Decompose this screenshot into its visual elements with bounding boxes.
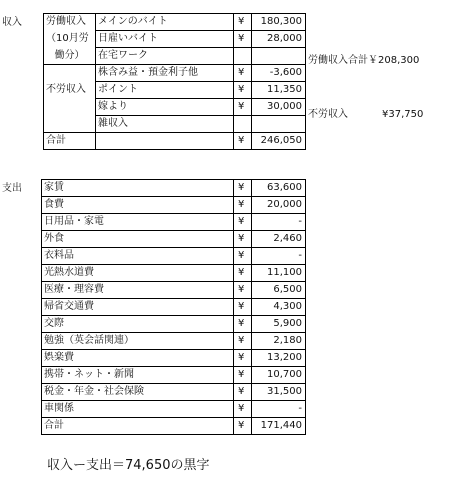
nonlabor-cell-mid	[44, 99, 96, 116]
expense-amount: 20,000	[252, 197, 306, 214]
income-amount: 180,300	[252, 14, 306, 31]
table-row	[42, 248, 306, 265]
yen-sign: ¥	[234, 14, 252, 31]
expense-amount: -	[252, 248, 306, 265]
income-amount	[252, 48, 306, 65]
expense-item: 医療・理容費	[42, 282, 234, 299]
expense-table	[41, 179, 306, 435]
expense-item: 車関係	[42, 401, 234, 418]
expense-item: 外食	[42, 231, 234, 248]
labor-income-label: 労働収入	[44, 14, 96, 31]
expense-amount: 13,200	[252, 350, 306, 367]
table-row	[44, 133, 306, 150]
yen-sign: ¥	[234, 133, 252, 150]
nonlabor-income-note-value: ¥37,750	[382, 109, 424, 120]
expense-item: 娯楽費	[42, 350, 234, 367]
expense-item: 交際	[42, 316, 234, 333]
table-row	[42, 282, 306, 299]
table-row	[44, 99, 306, 116]
table-row	[44, 31, 306, 48]
table-row	[42, 333, 306, 350]
table-row	[44, 116, 306, 133]
expense-amount: 2,180	[252, 333, 306, 350]
nonlabor-income-label: 不労収入	[44, 82, 96, 99]
expense-amount: 11,100	[252, 265, 306, 282]
yen-sign: ¥	[234, 214, 252, 231]
expense-item: 日用品・家電	[42, 214, 234, 231]
expense-amount: 2,460	[252, 231, 306, 248]
expense-amount: -	[252, 214, 306, 231]
yen-sign: ¥	[234, 31, 252, 48]
expense-item: 税金・年金・社会保険	[42, 384, 234, 401]
yen-sign: ¥	[234, 384, 252, 401]
expense-item: 携帯・ネット・新聞	[42, 367, 234, 384]
yen-sign: ¥	[234, 401, 252, 418]
yen-sign: ¥	[234, 333, 252, 350]
expense-amount: 4,300	[252, 299, 306, 316]
income-amount: 28,000	[252, 31, 306, 48]
expense-amount: 5,900	[252, 316, 306, 333]
yen-sign: ¥	[234, 282, 252, 299]
income-amount: -3,600	[252, 65, 306, 82]
yen-sign	[234, 48, 252, 65]
income-amount	[252, 116, 306, 133]
expense-item: 勉強（英会話関連）	[42, 333, 234, 350]
table-row	[42, 350, 306, 367]
yen-sign: ¥	[234, 350, 252, 367]
yen-sign: ¥	[234, 316, 252, 333]
yen-sign: ¥	[234, 99, 252, 116]
yen-sign: ¥	[234, 197, 252, 214]
table-row	[42, 214, 306, 231]
expense-item: 家賃	[42, 180, 234, 197]
expense-section-label: 支出	[2, 183, 22, 194]
expense-amount: 31,500	[252, 384, 306, 401]
net-summary: 収入ー支出＝74,650の黒字	[47, 458, 210, 473]
table-row	[44, 82, 306, 99]
income-amount: 11,350	[252, 82, 306, 99]
table-row	[44, 65, 306, 82]
expense-amount: 63,600	[252, 180, 306, 197]
expense-item: 衣料品	[42, 248, 234, 265]
yen-sign: ¥	[234, 299, 252, 316]
table-row	[42, 197, 306, 214]
income-amount: 30,000	[252, 99, 306, 116]
labor-income-total-note: 労働収入合計￥208,300	[308, 55, 420, 66]
yen-sign: ¥	[234, 82, 252, 99]
table-row	[44, 48, 306, 65]
expense-item: 光熱水道費	[42, 265, 234, 282]
expense-item: 帰省交通費	[42, 299, 234, 316]
income-item: 在宅ワーク	[96, 48, 234, 65]
table-row	[42, 418, 306, 435]
labor-income-label-line2: （10月労	[44, 31, 96, 48]
table-row	[42, 299, 306, 316]
expense-amount: 10,700	[252, 367, 306, 384]
income-item: 嫁より	[96, 99, 234, 116]
table-row	[42, 231, 306, 248]
expense-amount: 6,500	[252, 282, 306, 299]
yen-sign: ¥	[234, 418, 252, 435]
income-total-label: 合計	[44, 133, 96, 150]
income-item: メインのバイト	[96, 14, 234, 31]
table-row	[42, 401, 306, 418]
nonlabor-cell-top	[44, 65, 96, 82]
nonlabor-income-note-label: 不労収入	[308, 109, 348, 120]
expense-item: 食費	[42, 197, 234, 214]
income-item: ポイント	[96, 82, 234, 99]
yen-sign: ¥	[234, 180, 252, 197]
yen-sign: ¥	[234, 265, 252, 282]
table-row	[42, 316, 306, 333]
expense-total-label: 合計	[42, 418, 234, 435]
income-table	[43, 13, 306, 150]
table-row	[44, 14, 306, 31]
table-row	[42, 265, 306, 282]
income-section-label: 収入	[2, 17, 22, 28]
table-row	[42, 180, 306, 197]
income-item: 雑収入	[96, 116, 234, 133]
yen-sign: ¥	[234, 367, 252, 384]
yen-sign	[234, 116, 252, 133]
table-row	[42, 384, 306, 401]
yen-sign: ¥	[234, 231, 252, 248]
income-item: 日雇いバイト	[96, 31, 234, 48]
nonlabor-cell-bottom	[44, 116, 96, 133]
income-total-blank	[96, 133, 234, 150]
yen-sign: ¥	[234, 248, 252, 265]
table-row	[42, 367, 306, 384]
yen-sign: ¥	[234, 65, 252, 82]
labor-income-label-line3: 働分）	[44, 48, 96, 65]
expense-total-amount: 171,440	[252, 418, 306, 435]
income-item: 株含み益・預金利子他	[96, 65, 234, 82]
income-total-amount: 246,050	[252, 133, 306, 150]
expense-amount: -	[252, 401, 306, 418]
